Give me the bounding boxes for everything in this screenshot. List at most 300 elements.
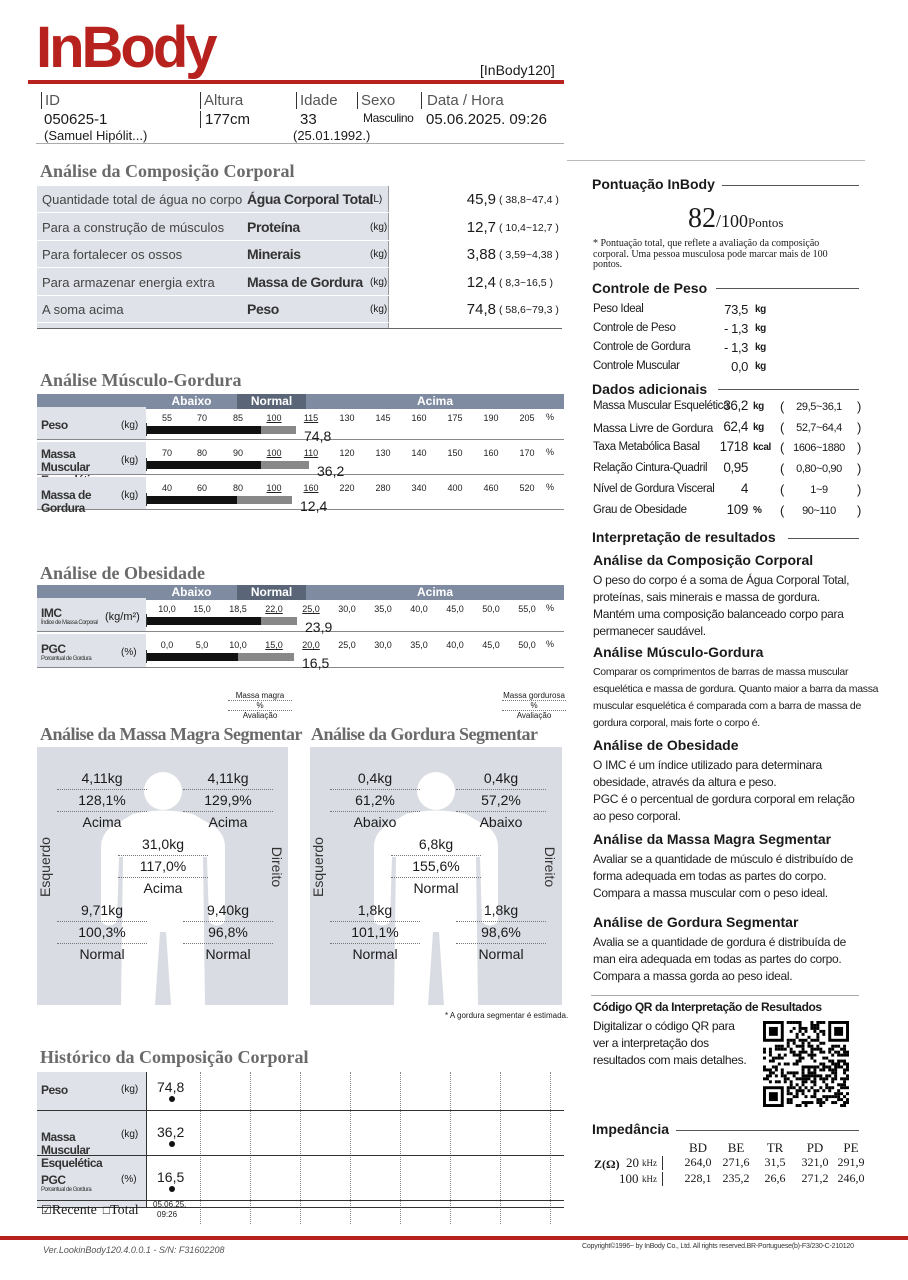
scale-header-below: Abaixo [171, 394, 212, 408]
fat-title: Análise da Gordura Segmentar [311, 724, 538, 744]
impedance-col-header: BE [727, 1140, 745, 1155]
lean-legend: Massa magra % Avaliação [228, 691, 292, 720]
impedance-value: 31,5 [764, 1155, 786, 1169]
history-row-unit: (kg) [121, 1084, 139, 1095]
scale-tick: 40,0 [410, 604, 428, 614]
segment-ra-mass: 0,4kg [357, 770, 393, 786]
value-bar [147, 653, 238, 661]
history-time: 09:26 [157, 1210, 178, 1219]
value-bar-end [238, 653, 294, 661]
score-unit: Pontos [748, 215, 784, 230]
additional-range: 52,7~64,4 [796, 421, 842, 434]
scale-tick: 100 [266, 483, 282, 493]
segment-ll-mass: 1,8kg [483, 902, 519, 918]
segment-rl-eval: Normal [79, 946, 125, 962]
lean-title: Análise da Massa Magra Segmentar [40, 724, 302, 744]
impedance-col-header: BD [688, 1140, 708, 1155]
obesity-chart [37, 585, 564, 677]
composition-row [37, 186, 562, 213]
composition-unit: (kg) [370, 221, 388, 233]
scale-tick: 55 [161, 413, 172, 423]
qr-line: resultados com mais detalhes. [593, 1053, 747, 1067]
value-bar [147, 496, 237, 504]
value-bar [147, 426, 261, 434]
interpretation-heading: Análise de Obesidade [593, 737, 739, 753]
composition-name: Proteína [247, 218, 300, 235]
additional-range-close: ) [857, 481, 861, 497]
additional-range-close: ) [857, 440, 861, 456]
history-axis [146, 1072, 147, 1207]
additional-label: Nível de Gordura Visceral [593, 482, 715, 495]
scale-tick: 22,0 [265, 604, 283, 614]
impedance-divider [662, 1156, 663, 1170]
segment-trunk-eval: Acima [143, 880, 183, 896]
interpretation-line: PGC é o percentual de gordura corporal em relação [593, 792, 855, 806]
additional-range-close: ) [857, 461, 861, 477]
composition-row [37, 241, 562, 268]
additional-label: Massa Livre de Gordura [593, 420, 713, 435]
composition-unit: (kg) [370, 304, 388, 315]
segment-divider [330, 811, 420, 812]
scale-tick: 30,0 [374, 640, 392, 650]
bar-value: 16,5 [302, 655, 330, 671]
segment-la-mass: 0,4kg [483, 770, 519, 786]
scale-tick: 170 [519, 448, 535, 458]
composition-range: ( 3,59~4,38 ) [499, 249, 559, 261]
segment-divider [57, 789, 147, 790]
scale-header-normal: Normal [237, 394, 306, 409]
interpretation-heading: Análise Músculo-Gordura [593, 644, 764, 660]
scale-tick: 15,0 [265, 640, 283, 650]
weight-control-label: Controle de Gordura [593, 341, 691, 353]
history-date: 05.06.25. [153, 1200, 187, 1209]
composition-desc: Quantidade total de água no corpo [42, 192, 243, 207]
interpretation-line: ao peso corporal. [593, 809, 681, 823]
additional-range: 0,80~0,90 [796, 463, 842, 476]
scale-tick: 80 [196, 448, 207, 458]
segment-ll-mass: 9,40kg [206, 902, 250, 918]
segment-ll-pct: 96,8% [208, 924, 248, 940]
segment-rl-pct: 101,1% [351, 924, 399, 940]
bar-row-sublabel: Porcentual de Gordura [41, 656, 92, 662]
scale-tick: 130 [375, 448, 391, 458]
value-bar [147, 461, 261, 469]
interpretation-line: Comparar os comprimentos de barras de massa muscular [593, 666, 849, 678]
additional-value: 1718 [719, 439, 748, 455]
additional-unit: kg [753, 421, 764, 433]
scale-tick: 45,0 [446, 604, 464, 614]
additional-range-open: ( [780, 419, 784, 435]
age-value: 33 [300, 111, 317, 128]
impedance-freq: 20 [626, 1155, 639, 1170]
date-label: Data / Hora [421, 92, 504, 109]
segment-divider [330, 943, 420, 944]
scale-tick: 280 [375, 483, 391, 493]
history-row-sublabel: Porcentual de Gordura [41, 1187, 92, 1193]
sex-value: Masculino [363, 111, 414, 125]
history-row-label [41, 1084, 113, 1097]
segment-ra-eval: Abaixo [353, 814, 397, 830]
bar-row-label-text: Peso [41, 418, 68, 432]
segment-ll-eval: Normal [205, 946, 251, 962]
segment-trunk-pct: 117,0% [139, 858, 187, 874]
additional-unit: % [753, 504, 762, 516]
additional-range: 1~9 [810, 483, 828, 496]
segmental-fat-panel [310, 747, 562, 1005]
weight-control-label: Peso Ideal [593, 303, 644, 315]
scale-tick: 85 [232, 413, 243, 423]
qr-code-icon[interactable] [763, 1021, 849, 1107]
segment-ra-mass: 4,11kg [81, 770, 123, 786]
interpretation-line: Compara a massa gorda ao peso ideal. [593, 969, 793, 983]
history-row-label-text: Peso [41, 1083, 68, 1097]
right-side-label: Direito [542, 846, 559, 888]
scale-tick: 100 [266, 413, 282, 423]
segment-la-mass: 4,11kg [207, 770, 249, 786]
score-number: 82 [688, 203, 716, 234]
additional-label: Grau de Obesidade [593, 503, 687, 516]
history-point [169, 1186, 175, 1192]
composition-name: Água Corporal Total [247, 191, 373, 207]
history-point [169, 1096, 175, 1102]
impedance-value: 291,9 [837, 1155, 865, 1169]
additional-value: 0,95 [723, 460, 748, 476]
weight-control-value: 73,5 [724, 302, 748, 317]
composition-unit: (kg) [370, 276, 388, 288]
scale-tick: 120 [339, 448, 355, 458]
fat-legend: Massa gordurosa % Avaliação [503, 691, 565, 720]
footer-copyright: Copyright©1996~ by InBody Co., Ltd. All rights reserved.BR-Portuguese(b)-F3/230-C-210120 [582, 1243, 854, 1250]
scale-tick: 50,0 [482, 604, 500, 614]
segment-divider [330, 789, 420, 790]
left-side-label: Esquerdo [36, 837, 53, 897]
impedance-title: Impedância [592, 1121, 670, 1137]
interpretation-line: permanecer saudável. [593, 624, 706, 638]
interpretation-line: Avaliar se a quantidade de músculo é distribuído de [593, 852, 853, 866]
composition-row [37, 214, 562, 241]
segment-divider [183, 943, 273, 944]
segmental-note: * A gordura segmentar é estimada. [445, 1011, 569, 1020]
scale-tick: 35,0 [374, 604, 392, 614]
bar-row-unit: (%) [121, 647, 137, 658]
bar-row-divider [37, 439, 564, 440]
composition-range: ( 10,4~12,7 ) [499, 221, 559, 234]
scale-pct: % [546, 447, 555, 457]
scale-tick: 60 [196, 483, 207, 493]
segment-rl-eval: Normal [352, 946, 398, 962]
value-bar-end [237, 496, 292, 504]
scale-tick: 10,0 [158, 604, 176, 614]
history-gridline [550, 1072, 551, 1224]
segment-la-pct: 57,2% [481, 792, 521, 808]
composition-desc: Para fortalecer os ossos [42, 247, 183, 262]
interpretation-heading: Análise de Gordura Segmentar [593, 914, 799, 930]
composition-value: 45,9 [466, 191, 496, 208]
history-title: Histórico da Composição Corporal [40, 1047, 309, 1067]
history-row-label [41, 1174, 113, 1194]
scale-tick: 190 [483, 413, 499, 423]
impedance-freq-unit: kHz [642, 1174, 657, 1184]
height-value: 177cm [200, 111, 250, 128]
segment-divider [456, 789, 546, 790]
weight-control-unit: kg [755, 342, 766, 353]
additional-range-open: ( [780, 461, 784, 477]
score-value [688, 203, 783, 235]
additional-range-open: ( [780, 481, 784, 497]
bar-row-unit: (kg) [121, 490, 139, 501]
composition-name: Massa de Gordura [247, 273, 363, 290]
scale-tick: 340 [411, 483, 427, 493]
impedance-value: 26,6 [764, 1171, 786, 1185]
scale-tick: 90 [232, 448, 243, 458]
total-checkbox-icon[interactable]: □ [102, 1203, 111, 1217]
bar-row-label-text: IMC [41, 606, 62, 620]
left-side-label: Esquerdo [309, 837, 326, 897]
segment-rl-mass: 1,8kg [357, 902, 393, 918]
bar-row-divider [37, 631, 564, 632]
history-value: 74,8 [157, 1079, 185, 1095]
scale-tick: 205 [519, 413, 535, 423]
impedance-z-label: Z(Ω) [594, 1157, 620, 1171]
birth-value: (25.01.1992.) [293, 128, 371, 143]
history-value: 16,5 [157, 1169, 185, 1185]
bar-row-divider [37, 474, 564, 475]
name-value: (Samuel Hipólit...) [44, 128, 148, 143]
scale-tick: 25,0 [302, 604, 320, 614]
obesity-title: Análise de Obesidade [40, 563, 206, 583]
additional-label: Relação Cintura-Quadril [593, 462, 708, 475]
composition-unit: (kg) [370, 249, 388, 260]
scale-header-normal: Normal [237, 585, 306, 600]
interpretation-line: esquelética e massa de gordura. Quanto maior a barra da massa [593, 683, 879, 695]
score-max: /100 [716, 211, 749, 231]
impedance-value: 321,0 [801, 1155, 829, 1169]
impedance-col-header: PE [843, 1140, 859, 1155]
bar-row-label-text: PGC [41, 642, 66, 656]
segment-ra-pct: 61,2% [355, 792, 395, 808]
additional-range-close: ) [857, 399, 861, 414]
history-gridline [200, 1072, 201, 1224]
scale-tick: 0,0 [160, 640, 174, 650]
segment-ra-pct: 128,1% [78, 792, 126, 808]
scale-tick: 520 [519, 483, 535, 493]
segment-divider [57, 943, 147, 944]
interpretation-line: obesidade, através da altura e peso. [593, 775, 777, 789]
interpretation-line: O IMC é um índice utilizado para determinara [593, 758, 822, 772]
composition-row [37, 296, 562, 323]
segment-divider [183, 811, 273, 812]
id-label: ID [41, 92, 60, 109]
weight-control-unit: kg [755, 361, 766, 372]
qr-line: Digitalizar o código QR para [593, 1019, 735, 1033]
segment-trunk-mass: 6,8kg [418, 836, 454, 852]
history-row-divider [37, 1155, 564, 1156]
additional-range: 90~110 [802, 504, 836, 517]
scale-tick: 70 [196, 413, 207, 423]
scale-tick: 130 [339, 413, 355, 423]
scale-header-below: Abaixo [171, 585, 212, 599]
scale-tick: 145 [375, 413, 391, 423]
history-gridline [500, 1072, 501, 1224]
segment-trunk-eval: Normal [413, 880, 459, 896]
segment-divider [57, 921, 147, 922]
impedance-value: 264,0 [684, 1155, 712, 1169]
header-bottom-rule [36, 143, 564, 144]
id-value: 050625-1 [44, 111, 108, 128]
scale-tick: 115 [303, 413, 319, 423]
height-label: Altura [200, 92, 243, 109]
composition-row [37, 269, 562, 296]
history-total-label: Total [110, 1203, 139, 1218]
segment-divider [183, 921, 273, 922]
history-gridline [350, 1072, 351, 1224]
weight-control-label: Controle Muscular [593, 360, 680, 372]
footer-rule [0, 1236, 908, 1240]
segment-rl-mass: 9,71kg [80, 902, 124, 918]
scale-pct: % [546, 412, 555, 422]
bar-row-label-text: Massa de Gordura [41, 488, 92, 515]
interpretation-line: gordura corporal, mais forte o corpo é. [593, 717, 760, 729]
weight-control-value: - 1,3 [723, 340, 748, 355]
segment-divider [183, 789, 273, 790]
scale-tick: 35,0 [410, 640, 428, 650]
scale-header-above: Acima [416, 585, 454, 599]
date-value: 05.06.2025. 09:26 [426, 111, 547, 128]
scale-tick: 50,0 [518, 640, 536, 650]
footer-version: Ver.LookinBody120.4.0.0.1 - S/N: F31602208 [43, 1245, 225, 1255]
age-label: Idade [296, 92, 338, 109]
history-recent-label: Recente [51, 1203, 97, 1218]
interpretation-line: Avalia se a quantidade de gordura é distribuída de [593, 935, 846, 949]
impedance-divider [662, 1172, 663, 1186]
scale-tick: 55,0 [518, 604, 536, 614]
composition-title: Análise da Composição Corporal [40, 161, 295, 181]
segment-divider [57, 811, 147, 812]
interpretation-line: Mantém uma composição balanceado corpo para [593, 607, 844, 621]
scale-tick: 460 [483, 483, 499, 493]
musclefat-chart [37, 394, 564, 524]
impedance-value: 271,6 [722, 1155, 750, 1169]
history-gridline [250, 1072, 251, 1224]
segment-ll-eval: Normal [478, 946, 524, 962]
scale-tick: 15,0 [193, 604, 211, 614]
history-gridline [400, 1072, 401, 1224]
history-row-unit: (%) [121, 1174, 137, 1185]
additional-value: 109 [726, 501, 748, 517]
scale-tick: 140 [411, 448, 427, 458]
segment-la-eval: Acima [208, 814, 248, 830]
history-row-label-text: Massa Muscular Esquelética [41, 1130, 103, 1170]
scale-tick: 40,0 [446, 640, 464, 650]
weight-control-value: - 1,3 [723, 321, 748, 336]
qr-title: Código QR da Interpretação de Resultados [593, 1000, 822, 1014]
additional-title: Dados adicionais [592, 381, 708, 397]
segment-trunk-mass: 31,0kg [141, 836, 185, 852]
scale-tick: 220 [339, 483, 355, 493]
scale-tick: 10,0 [229, 640, 247, 650]
header-rule [28, 80, 564, 84]
scale-tick: 100 [266, 448, 282, 458]
sex-label: Sexo [357, 92, 395, 109]
value-bar-end [261, 426, 296, 434]
interpretation-line: O peso do corpo é a soma de Água Corporal Total, [593, 573, 850, 587]
bar-row-label [41, 489, 116, 515]
segmental-lean-panel [37, 747, 288, 1005]
impedance-freq: 100 [619, 1171, 639, 1186]
score-note: * Pontuação total, que reflete a avaliação da composição corporal. Uma pessoa musculosa pode marcar mais de 100 pontos. [593, 238, 828, 270]
history-legend [41, 1203, 139, 1219]
bar-row-sublabel: Índice de Massa Corporal [41, 620, 98, 626]
musclefat-title: Análise Músculo-Gordura [40, 370, 242, 390]
bar-value: 12,4 [300, 498, 328, 514]
segment-divider [118, 877, 208, 878]
impedance-value: 235,2 [722, 1171, 750, 1185]
value-bar-end [261, 617, 297, 625]
composition-range: ( 8,3~16,5 ) [499, 276, 553, 289]
scale-tick: 160 [411, 413, 427, 423]
interpretation-line: forma adequada em todas as partes do corpo. [593, 869, 827, 883]
scale-header-above: Acima [416, 394, 454, 408]
value-bar [147, 617, 261, 625]
interpretation-line: man eira adequada em todas as partes do corpo. [593, 952, 842, 966]
additional-label: Massa Muscular Esquelética [593, 400, 729, 412]
composition-desc: Para a construção de músculos [42, 219, 225, 235]
history-row-unit: (kg) [121, 1129, 139, 1140]
history-row-divider [37, 1200, 564, 1201]
weight-control-unit: kg [755, 323, 766, 334]
score-title: Pontuação InBody [592, 176, 715, 192]
additional-range: 1606~1880 [793, 442, 845, 455]
bar-value: 36,2 [317, 463, 345, 479]
segment-trunk-pct: 155,6% [412, 858, 460, 874]
value-bar-end [261, 461, 309, 469]
bar-row-label-text: Massa Muscular [41, 447, 90, 474]
history-gridline [450, 1072, 451, 1224]
scale-tick: 30,0 [338, 604, 356, 614]
scale-tick: 45,0 [482, 640, 500, 650]
additional-label: Taxa Metabólica Basal [593, 441, 700, 454]
scale-tick: 160 [483, 448, 499, 458]
impedance-value: 246,0 [837, 1171, 865, 1185]
additional-range-close: ) [857, 502, 861, 518]
scale-pct: % [546, 639, 555, 649]
bar-row-unit: (kg/m²) [105, 611, 140, 623]
model-label: [InBody120] [480, 62, 555, 78]
segment-ll-pct: 98,6% [481, 924, 521, 940]
additional-range-open: ( [780, 399, 784, 414]
composition-value: 12,4 [466, 273, 496, 291]
scale-tick: 5,0 [195, 640, 209, 650]
additional-value: 36,2 [723, 398, 748, 413]
scale-tick: 110 [303, 448, 319, 458]
scale-tick: 175 [447, 413, 463, 423]
additional-value: 62,4 [723, 418, 748, 434]
segment-ra-eval: Acima [82, 814, 122, 830]
additional-unit: kg [753, 401, 764, 412]
impedance-value: 271,2 [801, 1171, 829, 1185]
composition-value: 12,7 [466, 218, 496, 236]
scale-tick: 160 [303, 483, 319, 493]
segment-rl-pct: 100,3% [78, 924, 126, 940]
additional-range-open: ( [780, 502, 784, 518]
recent-checkbox-icon[interactable]: ☑ [41, 1203, 52, 1217]
interpretation-heading: Análise da Composição Corporal [593, 552, 814, 568]
history-row-label-text: PGC [41, 1173, 66, 1187]
scale-pct: % [546, 603, 555, 613]
composition-range: ( 38,8~47,4 ) [499, 194, 559, 206]
composition-desc: A soma acima [42, 302, 124, 317]
bar-row-unit: (kg) [121, 420, 139, 431]
